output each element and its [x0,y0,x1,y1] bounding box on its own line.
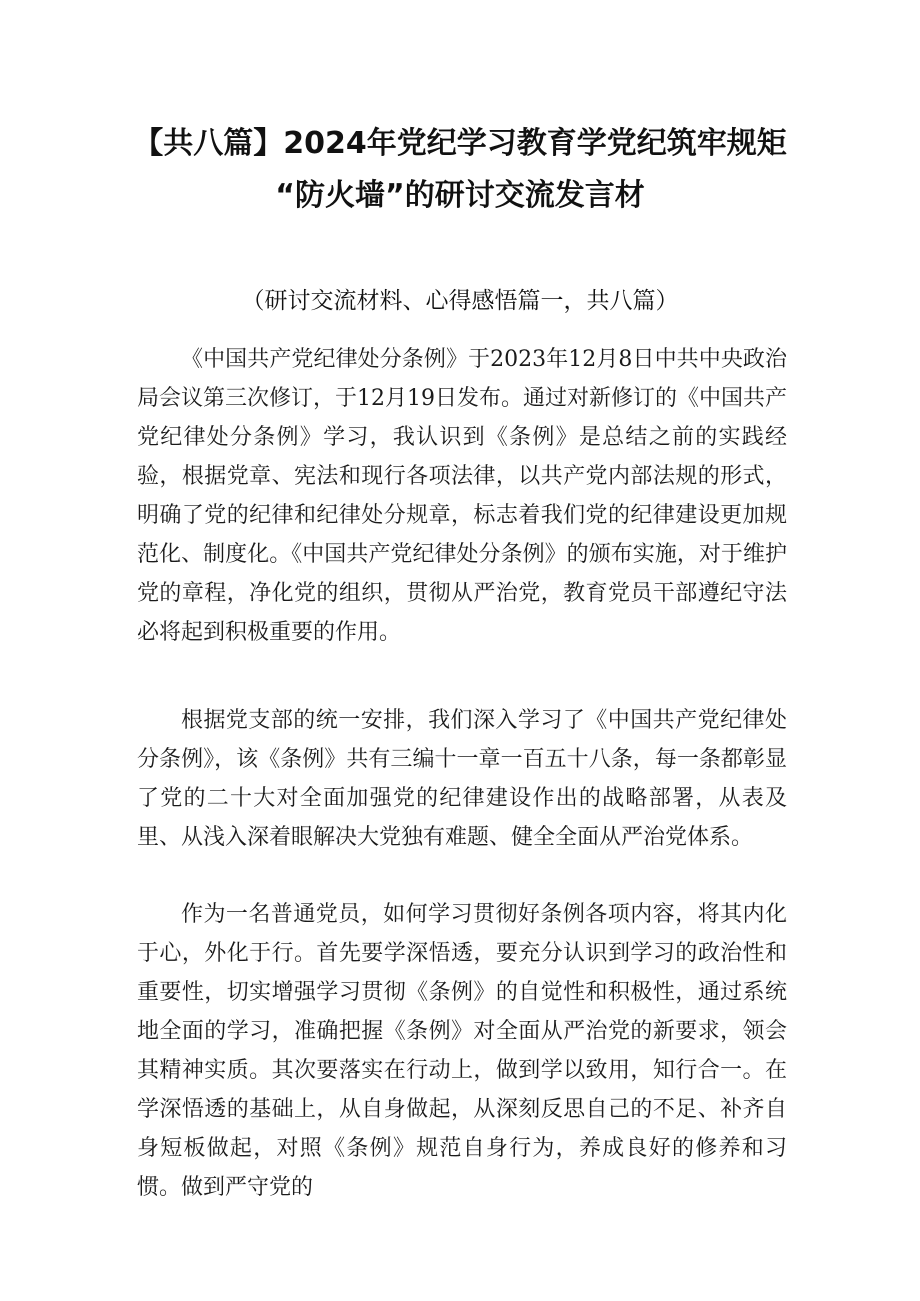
body-paragraph-1: 《中国共产党纪律处分条例》于2023年12月8日中共中央政治局会议第三次修订，于12月19日发布。通过对新修订的《中国共产党纪律处分条例》学习，我认识到《条例》是总结之前的实践经验，根据党章、宪法和现行各项法律，以共产党内部法规的形式，明确了党的纪律和纪律处分规章，标志着我们党的纪律建设更加规范化、制度化。《中国共产党纪律处分条例》的颁布实施，对于维护党的章程，净化党的组织，贯彻从严治党，教育党员干部遵纪守法必将起到积极重要的作用。 [137,347,787,645]
document-title-line-2: “防火墙”的研讨交流发言材 [275,178,645,213]
body-paragraph-3: 作为一名普通党员，如何学习贯彻好条例各项内容，将其内化于心，外化于行。首先要学深悟透，要充分认识到学习的政治性和重要性，切实增强学习贯彻《条例》的自觉性和积极性，通过系统地全面的学习，准确把握《条例》对全面从严治党的新要求，领会其精神实质。其次要落实在行动上，做到学以致用，知行合一。在学深悟透的基础上，从自身做起，从深刻反思自己的不足、补齐自身短板做起，对照《条例》规范自身行为，养成良好的修养和习惯。做到严守党的 [137,902,787,1200]
body-paragraph-2: 根据党支部的统一安排，我们深入学习了《中国共产党纪律处分条例》，该《条例》共有三编十一章一百五十八条，每一条都彰显了党的二十大对全面加强党的纪律建设作出的战略部署，从表及里、从浅入深着眼解决大党独有难题、健全全面从严治党体系。 [137,708,787,850]
document-title-line-1: 【共八篇】2024年党纪学习教育学党纪筑牢规矩 [133,126,787,161]
document-subtitle: （研讨交流材料、心得感悟篇一，共八篇） [241,288,679,314]
